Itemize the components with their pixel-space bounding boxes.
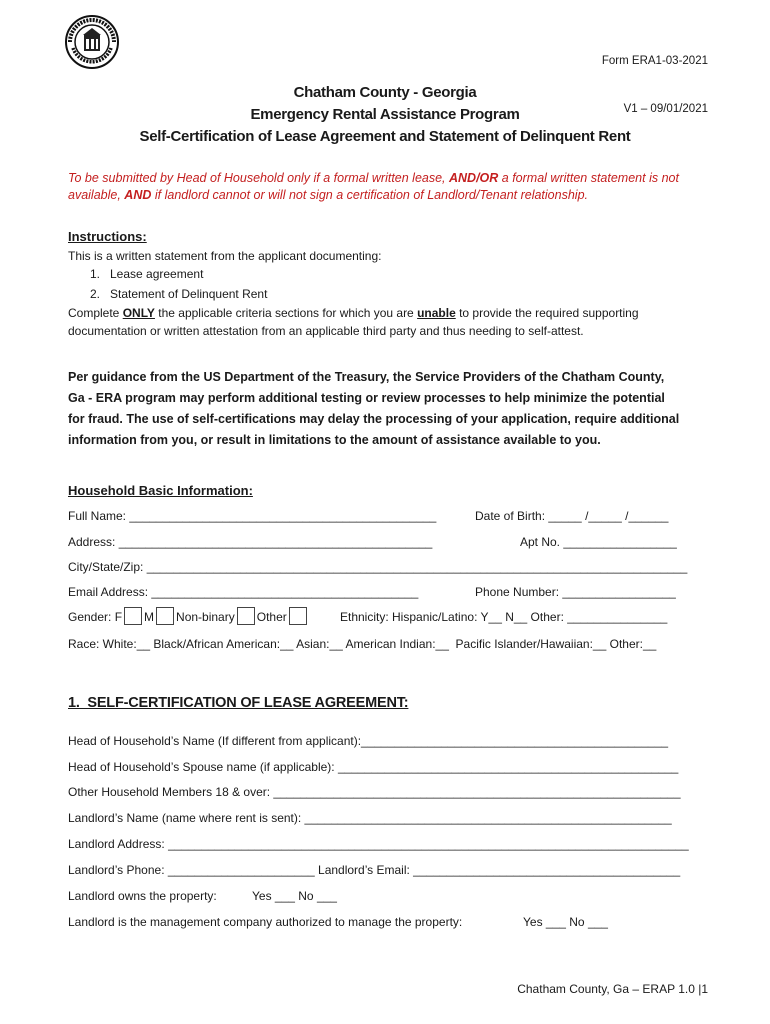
gender-nonbinary-checkbox[interactable] (237, 607, 255, 625)
gender-nonbinary-label: Non-binary (176, 610, 235, 624)
household-members-field[interactable]: Other Household Members 18 & over: _____________________________________________________________ (68, 785, 681, 799)
gender-row (68, 607, 309, 625)
landlord-owns-yes-no[interactable]: Yes ___ No ___ (252, 889, 337, 903)
ethnicity-field[interactable]: Ethnicity: Hispanic/Latino: Y__ N__ Other: _______________ (340, 610, 668, 624)
page-footer: Chatham County, Ga – ERAP 1.0 |1 (517, 982, 708, 996)
gender-other-checkbox[interactable] (289, 607, 307, 625)
form-number: Form ERA1-03-2021 (601, 55, 708, 67)
landlord-owns-label: Landlord owns the property: (68, 889, 217, 903)
gender-label: Gender: F (68, 610, 123, 624)
full-name-field[interactable]: Full Name: ______________________________________________ (68, 509, 437, 523)
guidance-line-2: Ga - ERA program may perform additional testing or review processes to help minimize the potential (68, 391, 665, 405)
title-county: Chatham County - Georgia (293, 84, 477, 101)
guidance-line-4: information from you, or result in limitations to the amount of assistance available to you. (68, 433, 601, 447)
notice-line-2: available, AND if landlord cannot or will not sign a certification of Landlord/Tenant relationship. (68, 188, 588, 202)
race-field[interactable]: Race: White:__ Black/African American:__ Asian:__ American Indian:__ Pacific Islander/Hawaiian:__ Other:__ (68, 637, 657, 651)
gender-other-label: Other (256, 610, 287, 624)
title-program: Emergency Rental Assistance Program (250, 106, 520, 123)
instructions-item-2: 2. Statement of Delinquent Rent (90, 287, 268, 301)
landlord-management-label: Landlord is the management company authorized to manage the property: (68, 915, 463, 929)
instructions-complete-line-1: Complete ONLY the applicable criteria sections for which you are unable to provide the required supporting (68, 306, 639, 320)
date-of-birth-field[interactable]: Date of Birth: _____ /_____ /______ (475, 509, 669, 523)
phone-number-field[interactable]: Phone Number: _________________ (475, 585, 676, 599)
instructions-complete-line-2: documentation or written attestation from an applicable third party and thus needing to self-attest. (68, 324, 584, 338)
address-field[interactable]: Address: _______________________________________________ (68, 535, 433, 549)
landlord-name-field[interactable]: Landlord’s Name (name where rent is sent): _______________________________________________________ (68, 811, 672, 825)
instructions-heading: Instructions: (68, 229, 147, 244)
city-state-zip-field[interactable]: City/State/Zip: _________________________________________________________________________________ (68, 560, 688, 574)
guidance-line-1: Per guidance from the US Department of the Treasury, the Service Providers of the Chatham County, (68, 370, 665, 384)
gender-m-label: M (144, 610, 155, 624)
treasury-guidance (68, 367, 718, 451)
landlord-address-field[interactable]: Landlord Address: ______________________________________________________________________________ (68, 837, 689, 851)
instructions-intro: This is a written statement from the applicant documenting: (68, 249, 382, 263)
form-version: V1 – 09/01/2021 (623, 103, 708, 115)
apt-no-field[interactable]: Apt No. _________________ (520, 535, 677, 549)
chatham-county-seal (65, 15, 119, 69)
household-heading: Household Basic Information: (68, 483, 253, 498)
hoh-name-field[interactable]: Head of Household’s Name (If different from applicant):______________________________________________ (68, 734, 669, 748)
hoh-spouse-field[interactable]: Head of Household’s Spouse name (if applicable): ___________________________________________________ (68, 760, 679, 774)
instructions-item-1: 1. Lease agreement (90, 267, 204, 281)
landlord-management-yes-no[interactable]: Yes ___ No ___ (523, 915, 608, 929)
gender-m-checkbox[interactable] (156, 607, 174, 625)
guidance-line-3: for fraud. The use of self-certifications may delay the processing of your application, require additional (68, 412, 680, 426)
notice-line-1: To be submitted by Head of Household only if a formal written lease, AND/OR a formal written statement is not (68, 171, 679, 185)
landlord-phone-email-field[interactable]: Landlord’s Phone: ______________________ Landlord’s Email: ________________________________________ (68, 863, 681, 877)
email-address-field[interactable]: Email Address: ________________________________________ (68, 585, 419, 599)
section-1-title: 1. SELF-CERTIFICATION OF LEASE AGREEMENT: (68, 695, 409, 711)
gender-f-checkbox[interactable] (124, 607, 142, 625)
title-form: Self-Certification of Lease Agreement and Statement of Delinquent Rent (139, 128, 631, 145)
